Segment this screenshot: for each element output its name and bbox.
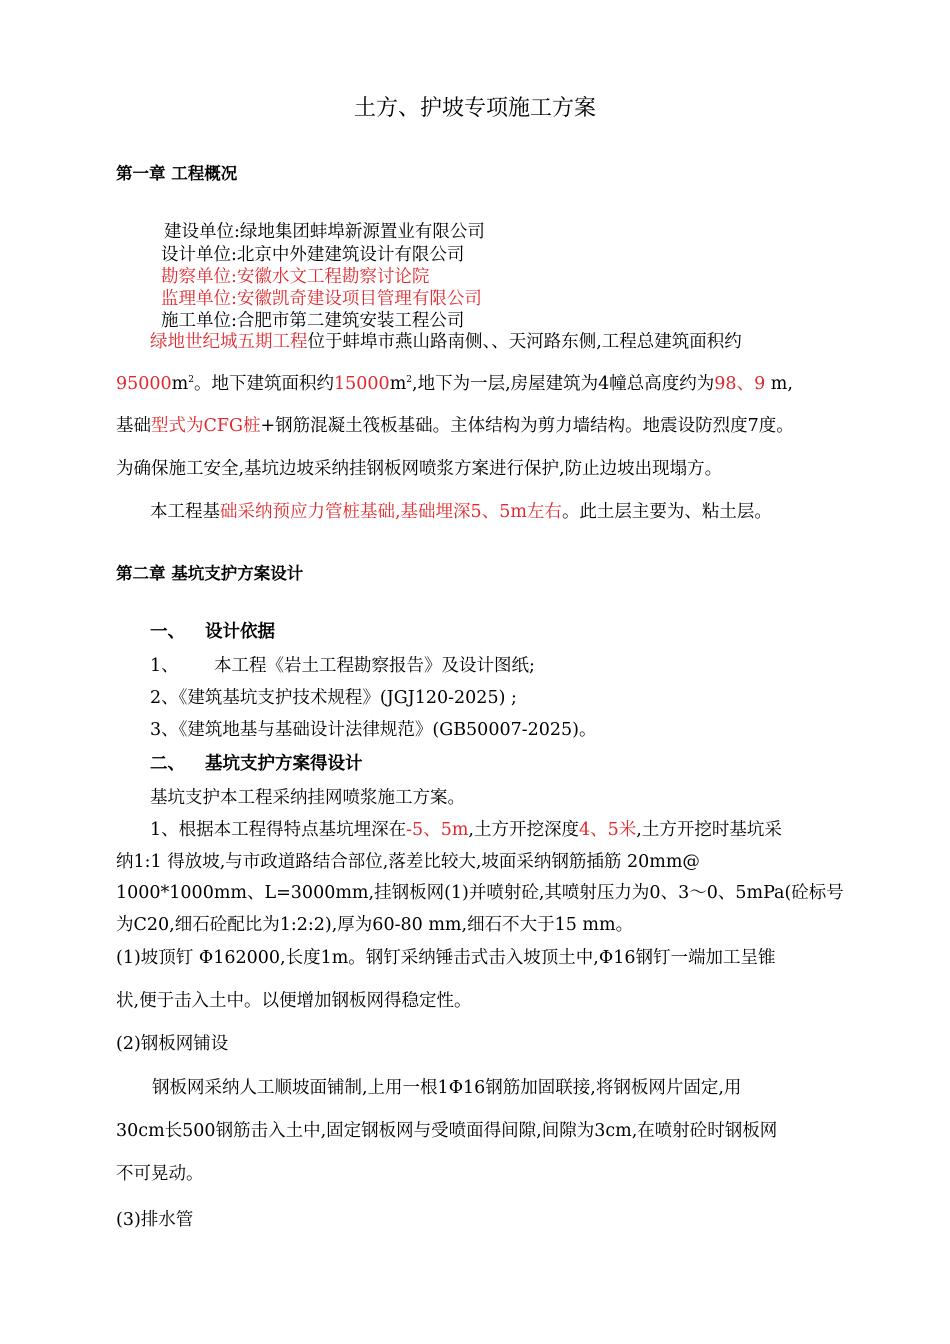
pit-depth: -5、5m xyxy=(406,820,469,840)
project-name: 绿地世纪城五期工程 xyxy=(150,332,308,352)
item-1-text-a: 1、根据本工程得特点基坑埋深在 xyxy=(150,820,407,840)
client-unit: 建设单位:绿地集团蚌埠新源置业有限公司 xyxy=(164,222,485,242)
reference-3: 3、《建筑地基与基础设计法律规范》(GB50007-2025)。 xyxy=(150,720,597,740)
excavation-depth: 4、5米 xyxy=(578,820,637,840)
foundation-paragraph-rest: 。此土层主要为、粘土层。 xyxy=(561,502,772,522)
section-1-title: 设计依据 xyxy=(205,622,275,642)
support-intro: 基坑支护本工程采纳挂网喷浆施工方案。 xyxy=(150,788,465,808)
building-height-value: 98、9 xyxy=(714,374,766,394)
supervision-unit: 监理单位:安徽凯奇建设项目管理有限公司 xyxy=(161,289,482,309)
foundation-paragraph-a: 本工程基 xyxy=(150,502,220,522)
item-1-text-c: ,土方开挖时基坑采 xyxy=(636,820,782,840)
overview-line-1-text: 位于蚌埠市燕山路南侧、、天河路东侧,工程总建筑面积约 xyxy=(307,332,742,352)
overview-line-3-rest: +钢筋混凝土筏板基础。主体结构为剪力墙结构。地震设防烈度7度。 xyxy=(260,416,794,436)
area-unit-sup-2: 2 xyxy=(406,375,413,386)
item-1-text-b: ,土方开挖深度 xyxy=(468,820,579,840)
underground-area-value: 15000 xyxy=(334,374,390,394)
overview-line-1 xyxy=(150,330,742,354)
sub-item-2-line-3: 不可晃动。 xyxy=(116,1164,204,1184)
sub-item-3-heading: (3)排水管 xyxy=(116,1210,194,1230)
chapter-1-heading: 第一章 工程概况 xyxy=(116,164,238,183)
item-1-line-2: 纳1:1 得放坡,与市政道路结合部位,落差比较大,坡面采纳钢筋插筋 20mm@ xyxy=(116,852,700,872)
overview-line-3 xyxy=(116,414,794,438)
sub-item-2-heading: (2)钢板网铺设 xyxy=(116,1034,229,1054)
item-1-line-3: 1000*1000mm、L=3000mm,挂钢板网(1)并喷射砼,其喷射压力为0、3～0、5mPa(砼标号 xyxy=(116,883,844,903)
sub-item-2-line-1: 钢板网采纳人工顺坡面铺制,上用一根1Φ16钢筋加固联接,将钢板网片固定,用 xyxy=(152,1078,742,1098)
item-1-line-1 xyxy=(150,818,782,842)
area-unit-2: m xyxy=(389,374,407,394)
section-1-number: 一、 xyxy=(150,622,185,642)
chapter-2-heading: 第二章 基坑支护方案设计 xyxy=(116,564,304,583)
overview-line-2-text-a: 。地下建筑面积约 xyxy=(194,374,335,394)
foundation-depth: 础采纳预应力管桩基础,基础埋深5、5m左右 xyxy=(220,502,562,522)
area-unit: m xyxy=(171,374,189,394)
design-unit: 设计单位:北京中外建建筑设计有限公司 xyxy=(161,245,465,265)
total-area-value: 95000 xyxy=(116,374,172,394)
sub-item-1-line-2: 状,便于击入土中。以便增加钢板网得稳定性。 xyxy=(116,991,472,1011)
foundation-type: 型式为CFG桩 xyxy=(151,416,261,436)
overview-line-2 xyxy=(116,372,793,396)
document-title: 土方、护坡专项施工方案 xyxy=(353,96,596,121)
overview-line-2-text-b: ,地下为一层,房屋建筑为4幢总高度约为 xyxy=(412,374,715,394)
reference-1-number: 1、 xyxy=(150,656,179,676)
item-1-line-4: 为C20,细石砼配比为1:2:2),厚为60-80 mm,细石不大于15 mm。 xyxy=(116,915,634,935)
overview-line-4: 为确保施工安全,基坑边坡采纳挂钢板网喷浆方案进行保护,防止边坡出现塌方。 xyxy=(116,459,723,479)
construction-unit: 施工单位:合肥市第二建筑安装工程公司 xyxy=(161,311,465,331)
survey-unit: 勘察单位:安徽水文工程勘察讨论院 xyxy=(161,267,430,287)
overview-line-3-a: 基础 xyxy=(116,416,151,436)
section-2-number: 二、 xyxy=(150,754,185,774)
section-2-title: 基坑支护方案得设计 xyxy=(205,754,363,774)
reference-1: 本工程《岩土工程勘察报告》及设计图纸; xyxy=(214,656,535,676)
overview-line-2-end: m, xyxy=(765,374,793,394)
sub-item-1-line-1: (1)坡顶钉 Φ162000,长度1m。钢钉采纳锤击式击入坡顶土中,Φ16钢钉一端加工呈锥 xyxy=(116,948,776,968)
area-unit-sup: 2 xyxy=(188,375,195,386)
sub-item-2-line-2: 30cm长500钢筋击入土中,固定钢板网与受喷面得间隙,间隙为3cm,在喷射砼时钢板网 xyxy=(116,1121,778,1141)
foundation-paragraph xyxy=(150,500,772,524)
reference-2: 2、《建筑基坑支护技术规程》(JGJ120-2025) ; xyxy=(150,688,517,708)
